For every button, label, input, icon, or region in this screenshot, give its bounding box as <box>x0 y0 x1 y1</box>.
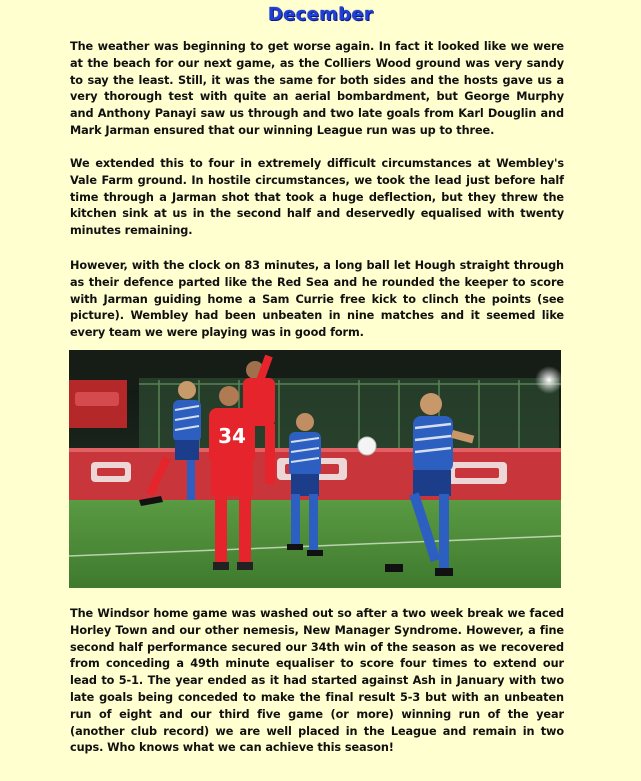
match-photo-illustration <box>69 350 561 588</box>
paragraph-wembley: We extended this to four in extremely difficult circumstances at Wembley's Vale Farm ground. In hostile circumstances, we took the lead just before half time through a Jarman shot that took a huge deflection, but they threw the kitchen sink at us in the second half and deservedly equalised with twenty minutes remaining. <box>70 157 564 238</box>
paragraph-late-goals: However, with the clock on 83 minutes, a long ball let Hough straight through as their defence parted like the Red Sea and he rounded the keeper to score with Jarman guiding home a Sam Currie free kick to clinch the points (see picture). Wembley had been unbeaten in nine matches and it seemed like every team we were playing was in good form. <box>70 259 564 340</box>
shirt-number: 34 <box>218 424 246 448</box>
paragraph-horley-town: The Windsor home game was washed out so after a two week break we faced Horley Town and our other nemesis, New Manager Syndrome. However, a fine second half performance secured our 34th win of the season as we recovered from conceding a 49th minute equaliser to score four times to extend our lead to 5-1. The year ended as it had started against Ash in January with two late goals being conceded to make the final result 5-3 but with an unbeaten run of eight and our third five game (or more) winning run of the year (another club record) we are well placed in the League and remain in two cups. Who knows what we can achieve this season! <box>70 607 564 755</box>
paragraph-colliers-wood: The weather was beginning to get worse again. In fact it looked like we were at the beach for our next game, as the Colliers Wood ground was very sandy to say the least. Still, it was the same for both sides and the hosts gave us a very thorough test with quite an aerial bombardment, but George Murphy and Anthony Panayi saw us through and two late goals from Karl Douglin and Mark Jarman ensured that our winning League run was up to three. <box>70 40 564 137</box>
match-photo <box>69 350 561 588</box>
page-title: December <box>267 4 374 25</box>
